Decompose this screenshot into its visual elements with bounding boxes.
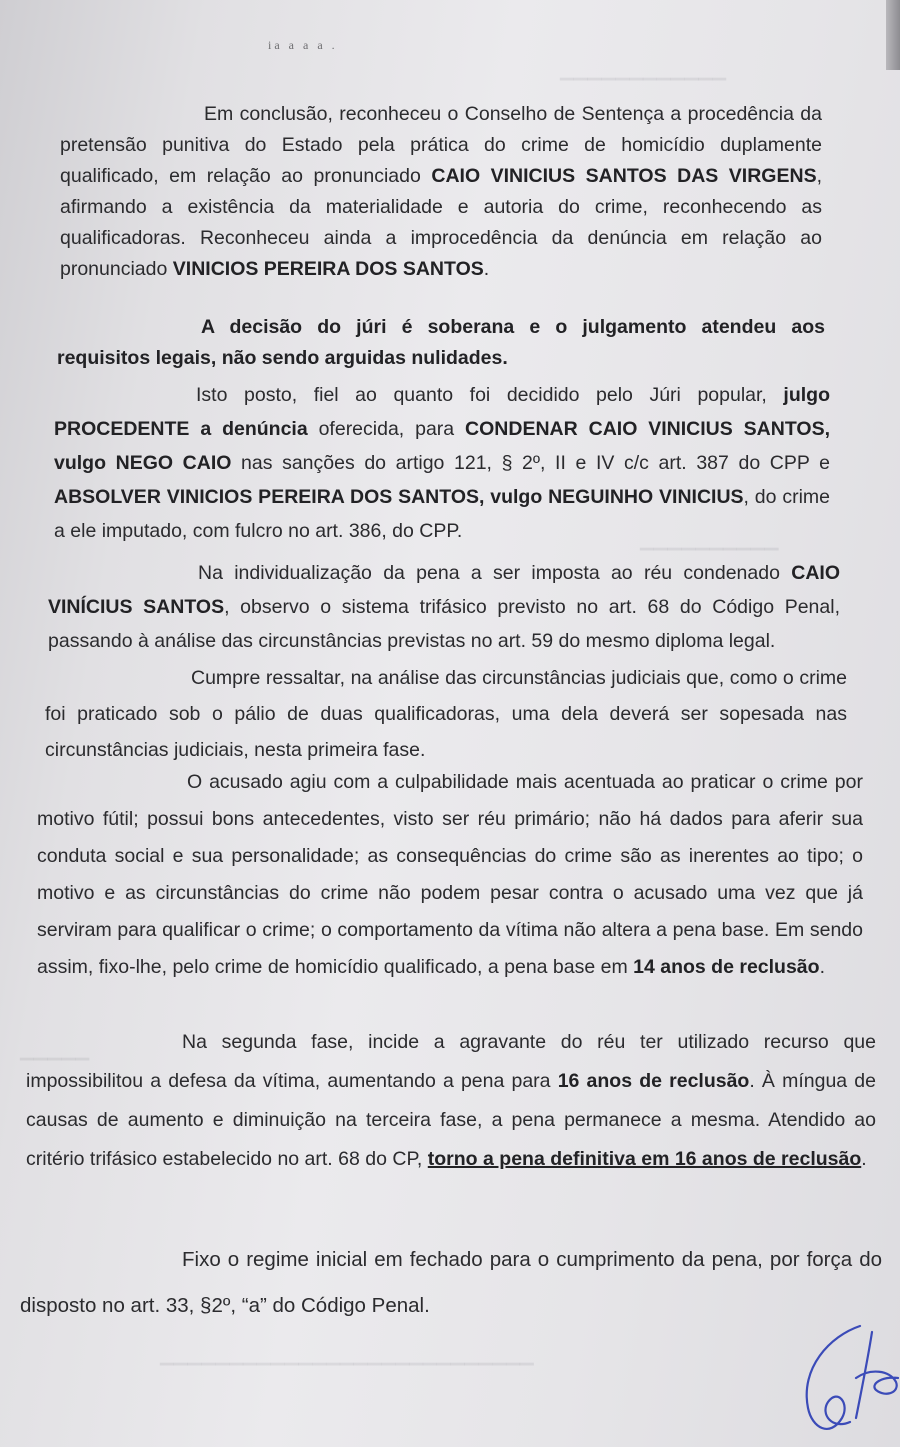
paragraph-regime xyxy=(20,1237,882,1329)
signature-mark xyxy=(790,1318,900,1447)
defendant-name: VINICIOS PEREIRA DOS SANTOS xyxy=(172,258,484,280)
page-edge xyxy=(886,0,900,70)
text-run: O acusado agiu com a culpabilidade mais acentuada ao praticar o crime por motivo fútil; possui bons antecedentes, visto ser réu primário; não há dados para aferir sua conduta social e sua personalidade; as consequências do crime são as inerentes ao tipo; o motivo e as circunstâncias do crime não podem pesar contra o acusado uma vez que já serviram para qualificar o crime; o comportamento da vítima não altera a pena base. Em sendo assim, fixo-lhe, pelo crime de homicídio qualificado, a pena base em xyxy=(37,771,863,978)
header-mark: ia a a a . xyxy=(268,38,338,52)
text-run: Isto posto, fiel ao quanto foi decidido pelo Júri popular, xyxy=(196,384,784,406)
show-through-text: ▁▁▁▁▁▁▁▁▁▁▁▁ xyxy=(560,60,727,80)
paragraph-conclusion xyxy=(60,99,822,285)
text-run: Cumpre ressaltar, na análise das circunstâncias judiciais que, como o crime foi praticado sob o pálio de duas qualificadoras, uma dela deverá ser sopesada nas circunstâncias judiciais, nesta primeira fase. xyxy=(45,667,847,761)
text-run: Fixo o regime inicial em fechado para o cumprimento da pena, por força do disposto no art. 33, §2º, “a” do Código Penal. xyxy=(20,1248,882,1317)
text-run: . xyxy=(861,1148,867,1170)
bold-text: A decisão do júri é soberana e o julgamento atendeu aos requisitos legais, não sendo arguidas nulidades. xyxy=(57,316,825,369)
text-run: . xyxy=(483,258,490,280)
text-run: , afirmando a existência da materialidade e autoria do crime, reconhecendo as qualificadoras. Reconheceu ainda a improcedência da denúncia em relação ao pronunciado xyxy=(60,165,822,280)
text-run: Na segunda fase, incide a agravante do réu ter utilizado recurso que impossibilitou a defesa da vítima, aumentando a pena para xyxy=(26,1031,876,1092)
paragraph-second-phase xyxy=(26,1023,876,1179)
bold-text: 16 anos de reclusão xyxy=(557,1070,750,1092)
show-through-text: ▁▁▁▁▁▁▁▁▁▁▁▁▁▁▁▁▁▁▁▁▁▁▁▁▁▁▁ xyxy=(160,1345,534,1365)
paragraph-decision xyxy=(57,312,825,374)
show-through-text: ▁▁▁▁▁ xyxy=(20,1040,90,1060)
paragraph-first-phase xyxy=(37,764,863,986)
text-run: , observo o sistema trifásico previsto no art. 68 do Código Penal, passando à análise das circunstâncias previstas no art. 59 do mesmo diploma legal. xyxy=(48,596,840,652)
text-run: . À míngua de causas de aumento e diminuição na terceira fase, a pena permanece a mesma. Atendido ao critério trifásico estabelecido no art. 68 do CP, xyxy=(26,1070,876,1170)
bold-text: julgo PROCEDENTE a denúncia xyxy=(54,384,830,440)
text-run: Na individualização da pena a ser imposta ao réu condenado xyxy=(198,562,792,584)
show-through-text: ▁▁▁▁▁▁▁▁▁▁ xyxy=(640,530,779,550)
bold-text: ABSOLVER VINICIOS PEREIRA DOS SANTOS, vulgo NEGUINHO VINICIUS xyxy=(54,486,744,508)
text-run: , do crime a ele imputado, com fulcro no art. 386, do CPP. xyxy=(54,486,831,542)
bold-text: CONDENAR CAIO VINICIUS SANTOS, vulgo NEGO CAIO xyxy=(54,418,830,474)
bold-text: CAIO VINÍCIUS SANTOS xyxy=(48,562,840,618)
text-run: nas sanções do artigo 121, § 2º, II e IV c/c art. 387 do CPP e xyxy=(231,452,830,474)
text-run: oferecida, para xyxy=(307,418,466,440)
defendant-name: CAIO VINICIUS SANTOS DAS VIRGENS xyxy=(431,165,817,187)
paragraph-circumstances xyxy=(45,660,847,768)
paragraph-verdict xyxy=(54,378,830,548)
paragraph-individualization xyxy=(48,556,840,658)
bold-text: 14 anos de reclusão xyxy=(633,956,820,978)
text-run: Em conclusão, reconheceu o Conselho de Sentença a procedência da pretensão punitiva do Estado pela prática do crime de homicídio duplamente qualificado, em relação ao pronunciado xyxy=(60,103,822,187)
final-sentence-text: torno a pena definitiva em 16 anos de reclusão xyxy=(427,1148,862,1170)
text-run: . xyxy=(819,956,825,978)
